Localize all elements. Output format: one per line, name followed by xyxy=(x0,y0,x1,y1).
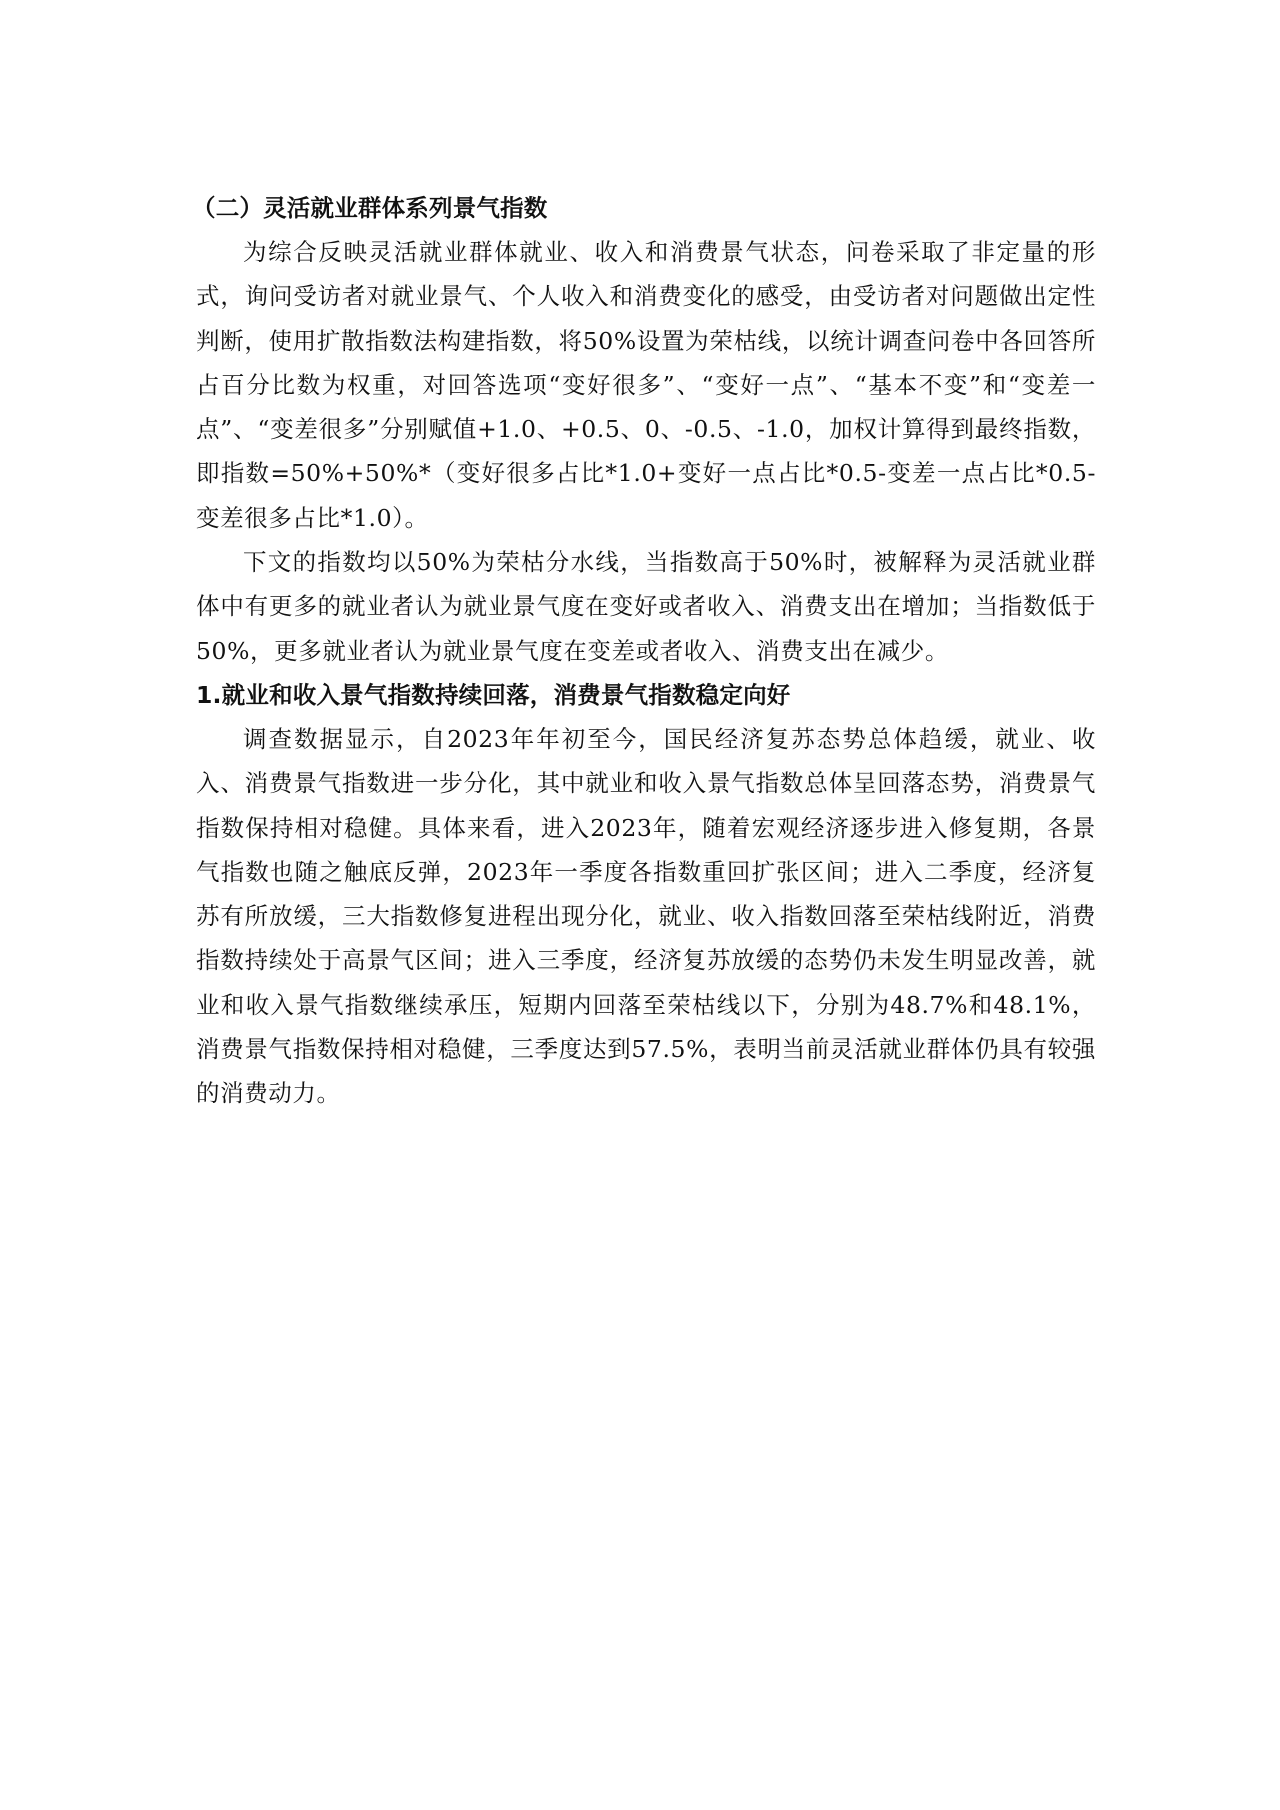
paragraph-threshold-explanation: 下文的指数均以50%为荣枯分水线，当指数高于50%时，被解释为灵活就业群体中有更多的就业者认为就业景气度在变好或者收入、消费支出在增加；当指数低于50%，更多就业者认为就业景气度在变差或者收入、消费支出在减少。 xyxy=(196,548,1096,665)
paragraph-findings: 调查数据显示，自2023年年初至今，国民经济复苏态势总体趋缓，就业、收入、消费景气指数进一步分化，其中就业和收入景气指数总体呈回落态势，消费景气指数保持相对稳健。具体来看，进入2023年，随着宏观经济逐步进入修复期，各景气指数也随之触底反弹，2023年一季度各指数重回扩张区间；进入二季度，经济复苏有所放缓，三大指数修复进程出现分化，就业、收入指数回落至荣枯线附近，消费指数持续处于高景气区间；进入三季度，经济复苏放缓的态势仍未发生明显改善，就业和收入景气指数继续承压，短期内回落至荣枯线以下，分别为48.7%和48.1%，消费景气指数保持相对稳健，三季度达到57.5%，表明当前灵活就业群体仍具有较强的消费动力。 xyxy=(196,724,1096,1108)
paragraph-methodology: 为综合反映灵活就业群体就业、收入和消费景气状态，问卷采取了非定量的形式，询问受访者对就业景气、个人收入和消费变化的感受，由受访者对问题做出定性判断，使用扩散指数法构建指数，将50%设置为荣枯线，以统计调查问卷中各回答所占百分比数为权重，对回答选项“变好很多”、“变好一点”、“基本不变”和“变差一点”、“变差很多”分别赋值+1.0、+0.5、0、-0.5、-1.0，加权计算得到最终指数，即指数=50%+50%*（变好很多占比*1.0+变好一点占比*0.5-变差一点占比*0.5-变差很多占比*1.0）。 xyxy=(196,238,1096,532)
document-page xyxy=(192,186,1096,1116)
section-heading: （二）灵活就业群体系列景气指数 xyxy=(192,194,548,222)
sub-heading-findings: 1.就业和收入景气指数持续回落，消费景气指数稳定向好 xyxy=(196,680,791,709)
